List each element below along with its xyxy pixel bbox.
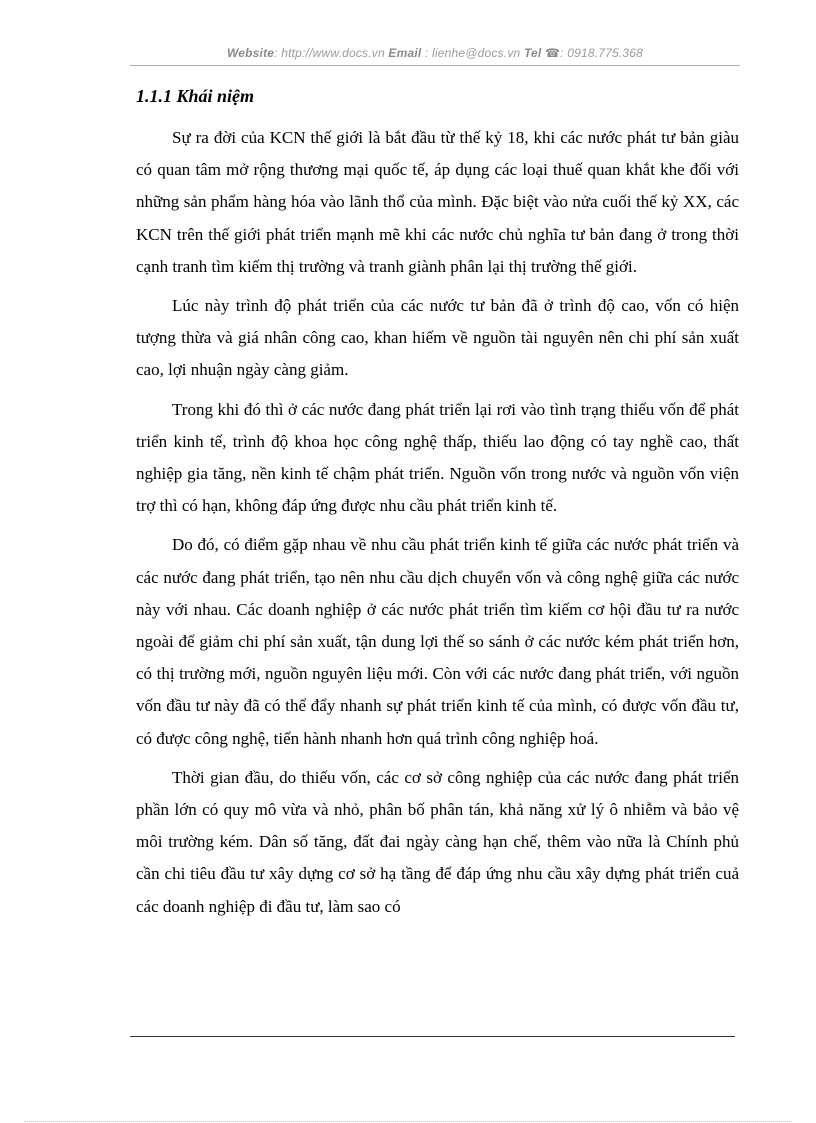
email-value: : lienhe@docs.vn (424, 46, 521, 60)
tel-value: : 0918.775.368 (560, 46, 644, 60)
website-label: Website (226, 46, 275, 60)
section-title: 1.1.1 Khái niệm (136, 86, 255, 106)
tel-label: Tel (523, 46, 542, 60)
page-bottom-border (24, 1121, 792, 1122)
document-body (136, 122, 739, 930)
footer-divider (130, 1036, 735, 1037)
email-label: Email (388, 46, 422, 60)
paragraph: Do đó, có điểm gặp nhau về nhu cầu phát triển kinh tế giữa các nước phát triển và các nước đang phát triển, tạo nên nhu cầu dịch chuyển vốn và công nghệ giữa các nước này với nhau. Các doanh nghiệp ở các nước phát triển tìm kiếm cơ hội đầu tư ra nước ngoài để giảm chi phí sản xuất, tận dung lợi thế so sánh ở các nước kém phát triển hơn, có thị trường mới, nguồn nguyên liệu mới. Còn với các nước đang phát triển, với nguồn vốn đầu tư này đã có thể đẩy nhanh sự phát triển kinh tế của mình, có được vốn đầu tư, có được công nghệ, tiến hành nhanh hơn quá trình công nghiệp hoá. (136, 535, 739, 748)
paragraph: Thời gian đầu, do thiếu vốn, các cơ sở công nghiệp của các nước đang phát triển phần lớn có quy mô vừa và nhỏ, phân bố phân tán, khả năng xử lý ô nhiễm và bảo vệ môi trường kém. Dân số tăng, đất đai ngày càng hạn chế, thêm vào nữa là Chính phủ cần chi tiêu đầu tư xây dựng cơ sở hạ tầng để đáp ứng nhu cầu xây dựng phát triển cuả các doanh nghiệp đi đầu tư, làm sao có (136, 767, 739, 916)
paragraph: Lúc này trình độ phát triển của các nước tư bản đã ở trình độ cao, vốn có hiện tượng thừa và giá nhân công cao, khan hiếm về nguồn tài nguyên nên chi phí sản xuất cao, lợi nhuận ngày càng giảm. (136, 296, 739, 380)
page-header (130, 46, 740, 60)
header-divider (130, 65, 740, 66)
phone-icon: ☎ (545, 46, 561, 60)
paragraph: Trong khi đó thì ở các nước đang phát triển lại rơi vào tình trạng thiếu vốn để phát triển kinh tế, trình độ khoa học công nghệ thấp, thiếu lao động có tay nghề cao, thất nghiệp gia tăng, nền kinh tế chậm phát triển. Nguồn vốn trong nước và nguồn vốn viện trợ thì có hạn, không đáp ứng được nhu cầu phát triển kinh tế. (136, 399, 739, 516)
paragraph: Sự ra đời của KCN thế giới là bắt đầu từ thế kỷ 18, khi các nước phát tư bản giàu có quan tâm mở rộng thương mại quốc tế, áp dụng các loại thuế quan khắt khe đối với những sản phẩm hàng hóa vào lãnh thổ của mình. Đặc biệt vào nửa cuối thế kỷ XX, các KCN trên thế giới phát triển mạnh mẽ khi các nước chủ nghĩa tư bản đang ở trong thời cạnh tranh tìm kiếm thị trường và tranh giành phân lại thị trường thế giới. (136, 128, 739, 276)
website-value: : http://www.docs.vn (274, 46, 385, 60)
